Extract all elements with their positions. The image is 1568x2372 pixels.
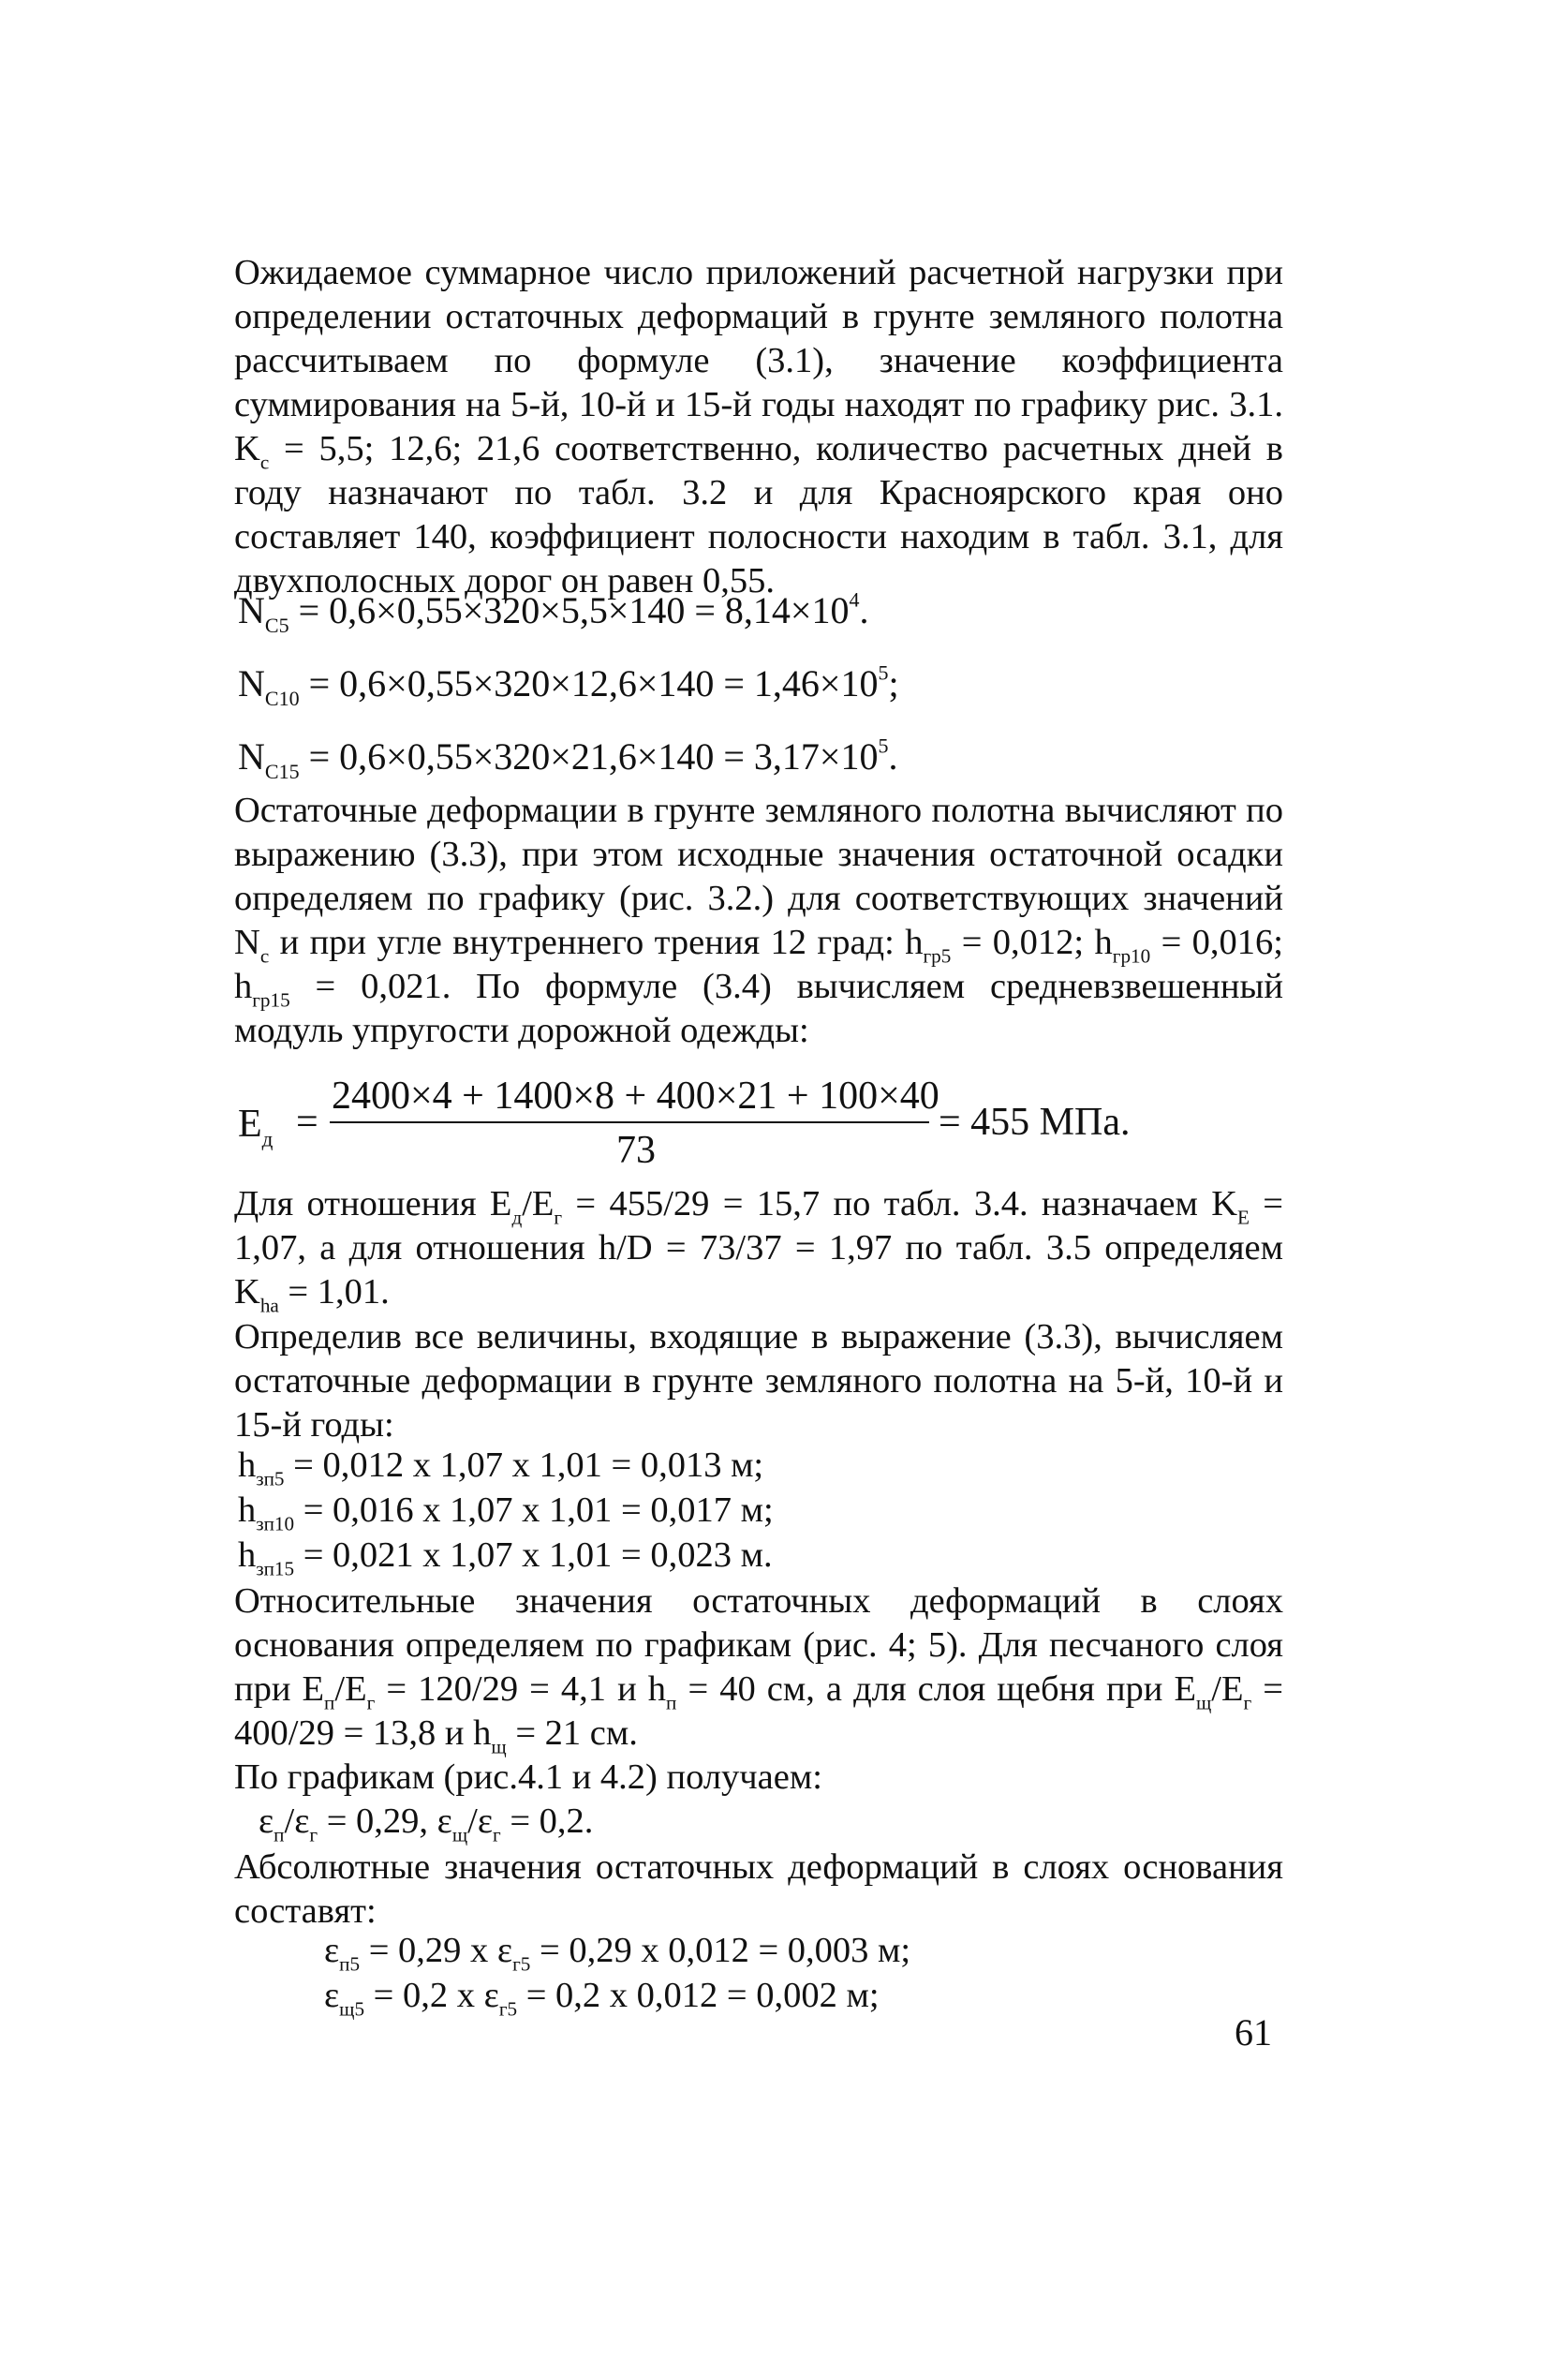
- formula-symbol: ε: [324, 1931, 340, 1970]
- subscript: г: [493, 1823, 501, 1846]
- formula-lhs: [238, 1102, 274, 1151]
- formula-nc15: [238, 734, 898, 783]
- formula-rhs: = 0,6×0,55×320×12,6×140 = 1,46×10: [299, 662, 879, 704]
- subscript: щ5: [339, 1997, 365, 2021]
- fraction-denominator: 73: [616, 1129, 656, 1172]
- subscript: д: [261, 1126, 274, 1151]
- paragraph-text: и при угле внутреннего трения 12 град: h: [269, 923, 924, 962]
- subscript: г: [309, 1823, 318, 1846]
- paragraph-graphs: [234, 1756, 1283, 1800]
- paragraph-text: = 5,5; 12,6; 21,6 соответственно, количество расчетных дней в году назначают по табл. 3.2 и для Красноярского края оно составляет 140, коэффициент полосности находим в табл. 3.1, для двухполосных дорог он равен 0,55.: [234, 429, 1283, 600]
- formula-part: = 0,2.: [500, 1801, 594, 1841]
- paragraph-text: Ожидаемое суммарное число приложений расчетной нагрузки при определении остаточных деформаций в грунте земляного полотна рассчитываем по формуле (3.1), значение коэффициента суммирования на 5-й, 10-й и 15-й годы находят по графику рис. 3.1. K: [234, 253, 1283, 468]
- formula-rhs: = 0,6×0,55×320×21,6×140 = 3,17×10: [299, 735, 879, 778]
- formula-eps-ratios: [259, 1801, 594, 1846]
- subscript: C10: [264, 686, 300, 710]
- formula-h10: [238, 1490, 774, 1535]
- subscript: п: [274, 1823, 285, 1846]
- subscript: п: [324, 1691, 335, 1714]
- paragraph-text: Относительные значения остаточных деформаций в слоях основания определяем по графикам (рис. 4; 5). Для песчаного слоя при E: [234, 1581, 1283, 1709]
- subscript: щ: [491, 1735, 507, 1758]
- subscript: зп15: [256, 1557, 295, 1580]
- formula-symbol: E: [238, 1103, 262, 1146]
- formula-rhs: = 0,6×0,55×320×5,5×140 = 8,14×10: [288, 589, 850, 631]
- subscript: г: [1243, 1691, 1252, 1714]
- formula-part: = 0,29 x 0,012 = 0,003 м;: [530, 1931, 911, 1970]
- subscript: щ: [1196, 1691, 1212, 1714]
- paragraph-text: Абсолютные значения остаточных деформаций в слоях основания составят:: [234, 1847, 1283, 1931]
- paragraph-text: = 40 см, а для слоя щебня при E: [676, 1669, 1196, 1709]
- formula-end: ;: [888, 662, 899, 704]
- subscript: c: [259, 451, 270, 474]
- paragraph-text: Определив все величины, входящие в выражение (3.3), вычисляем остаточные деформации в грунте земляного полотна на 5-й, 10-й и 15-й годы:: [234, 1317, 1283, 1445]
- formula-part: = 0,29 x ε: [360, 1931, 513, 1970]
- paragraph-text: = 21 см.: [506, 1713, 638, 1753]
- paragraph-text: = 400/29 = 13,8 и h: [234, 1669, 1283, 1753]
- subscript: hа: [259, 1294, 279, 1317]
- subscript: гр5: [923, 944, 952, 968]
- paragraph-text: = 1,01.: [278, 1272, 390, 1312]
- formula-symbol: N: [238, 589, 265, 631]
- fraction-bar: [330, 1121, 929, 1123]
- formula-rhs: = 455 МПа.: [939, 1101, 1131, 1144]
- subscript: зп5: [256, 1467, 285, 1490]
- subscript: щ: [451, 1823, 468, 1846]
- formula-elastic-modulus: [238, 1068, 1175, 1190]
- formula-nc5: [238, 587, 869, 637]
- paragraph-text: = 0,021. По формуле (3.4) вычисляем средневзвешенный модуль упругости дорожной одежды:: [234, 967, 1283, 1050]
- formula-part: = 0,2 x 0,012 = 0,002 м;: [517, 1976, 880, 2015]
- subscript: C5: [264, 613, 289, 637]
- subscript: г5: [512, 1952, 531, 1976]
- paragraph-text: По графикам (рис.4.1 и 4.2) получаем:: [234, 1757, 822, 1797]
- formula-symbol: h: [238, 1490, 257, 1530]
- formula-part: = 0,29, ε: [318, 1801, 452, 1841]
- formula-end: .: [859, 589, 869, 631]
- subscript: гр10: [1112, 944, 1151, 968]
- paragraph-load-applications: [234, 251, 1283, 603]
- fraction-numerator: 2400×4 + 1400×8 + 400×21 + 100×40: [332, 1075, 939, 1118]
- paragraph-ratio: [234, 1182, 1283, 1317]
- subscript: д: [511, 1206, 523, 1229]
- subscript: гр15: [252, 988, 290, 1012]
- subscript: г: [554, 1206, 563, 1229]
- paragraph-text: = 0,012; h: [951, 923, 1113, 962]
- subscript: c: [259, 944, 270, 968]
- formula-symbol: ε: [259, 1801, 274, 1841]
- formula-symbol: ε: [324, 1976, 340, 2015]
- formula-h15: [238, 1534, 773, 1580]
- paragraph-relative-values: [234, 1579, 1283, 1756]
- subscript: г5: [498, 1997, 518, 2021]
- superscript: 5: [878, 660, 889, 685]
- subscript: зп10: [256, 1512, 295, 1535]
- superscript: 4: [849, 587, 860, 612]
- paragraph-text: Остаточные деформации в грунте земляного полотна вычисляют по выражению (3.3), при этом исходные значения остаточной осадки определяем по графику (рис. 3.2.) для соответствующих значений N: [234, 791, 1283, 962]
- paragraph-text: /E: [1211, 1669, 1244, 1709]
- paragraph-text: Для отношения E: [234, 1184, 512, 1223]
- formula-part: = 0,2 x ε: [364, 1976, 499, 2015]
- paragraph-text: = 120/29 = 4,1 и h: [375, 1669, 667, 1709]
- formula-symbol: N: [238, 662, 265, 704]
- paragraph-absolute-values: [234, 1846, 1283, 1934]
- subscript: C15: [264, 759, 300, 783]
- superscript: 5: [878, 734, 889, 758]
- subscript: E: [1237, 1206, 1250, 1229]
- formula-rhs: = 0,021 x 1,07 x 1,01 = 0,023 м.: [294, 1535, 773, 1575]
- formula-part: /ε: [467, 1801, 493, 1841]
- paragraph-determined-values: [234, 1315, 1283, 1447]
- paragraph-text: = 455/29 = 15,7 по табл. 3.4. назначаем K: [562, 1184, 1238, 1223]
- paragraph-text: = 0,016; h: [234, 923, 1283, 1006]
- formula-ep5: [324, 1930, 911, 1976]
- paragraph-residual-deformations: [234, 789, 1283, 1053]
- paragraph-text: /E: [334, 1669, 367, 1709]
- formula-h5: [238, 1445, 764, 1490]
- formula-esh5: [324, 1975, 880, 2021]
- page-number: 61: [1235, 2011, 1272, 2053]
- subscript: г: [366, 1691, 376, 1714]
- subscript: п5: [339, 1952, 361, 1976]
- equals-sign: =: [296, 1101, 318, 1144]
- formula-symbol: h: [238, 1535, 257, 1575]
- formula-rhs: = 0,016 x 1,07 x 1,01 = 0,017 м;: [294, 1490, 774, 1530]
- formula-symbol: h: [238, 1445, 257, 1485]
- formula-rhs: = 0,012 x 1,07 x 1,01 = 0,013 м;: [284, 1445, 764, 1485]
- formula-symbol: N: [238, 735, 265, 778]
- formula-nc10: [238, 660, 899, 710]
- subscript: п: [666, 1691, 677, 1714]
- formula-end: .: [888, 735, 898, 778]
- paragraph-text: /E: [522, 1184, 555, 1223]
- paragraph-text: = 1,07, а для отношения h/D = 73/37 = 1,97 по табл. 3.5 определяем K: [234, 1184, 1283, 1312]
- formula-part: /ε: [284, 1801, 310, 1841]
